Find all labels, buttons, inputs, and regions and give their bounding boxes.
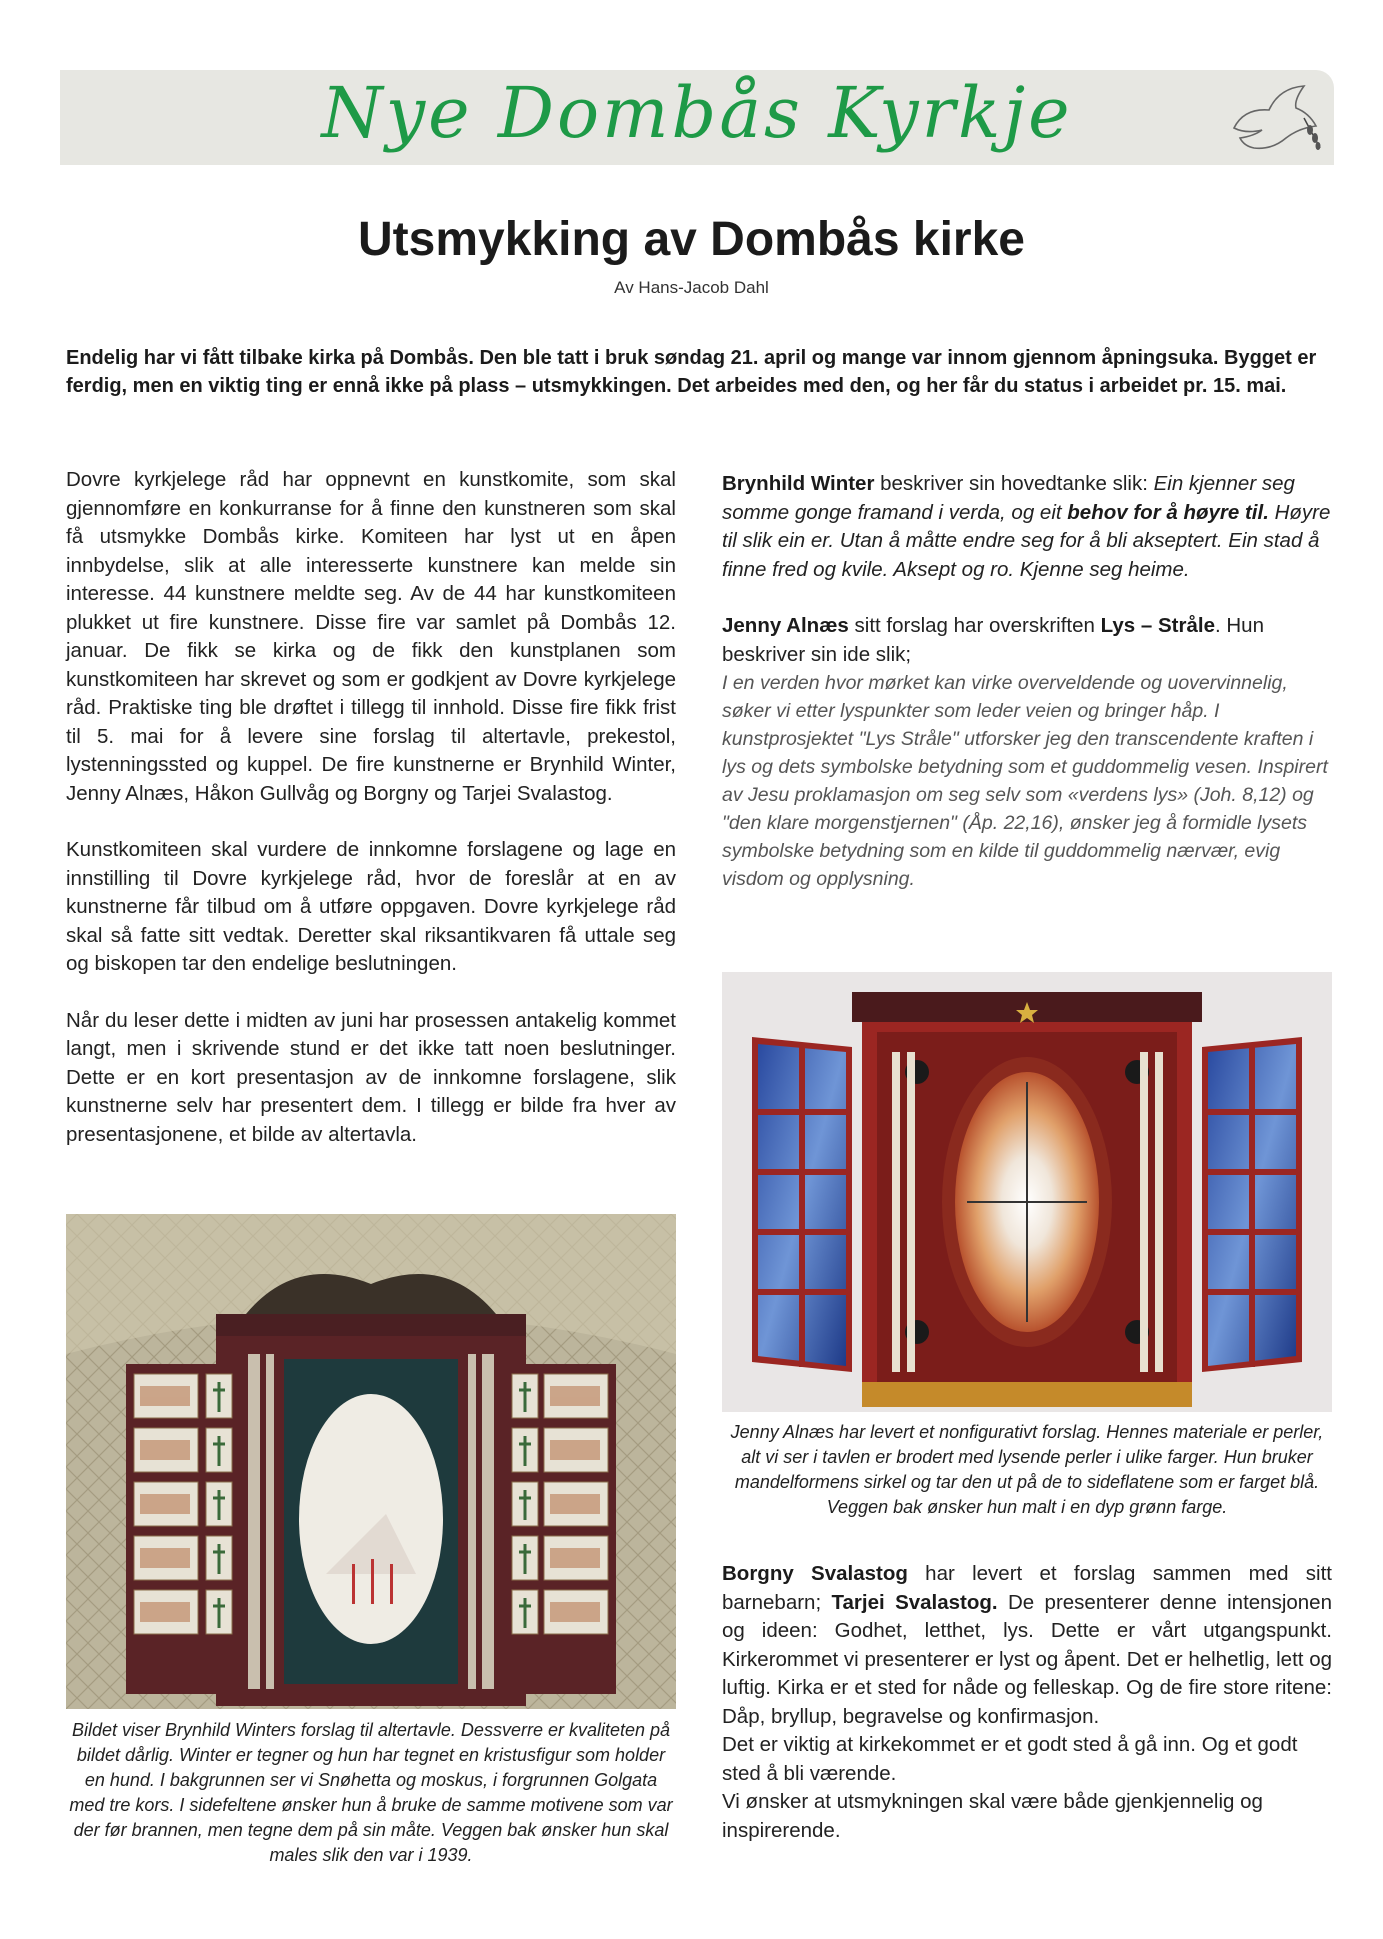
artist-name: Borgny Svalastog: [722, 1562, 908, 1585]
masthead-title: Nye Dombås Kyrkje: [321, 72, 1073, 154]
text: De presenterer denne intensjonen og ideen: Godhet, letthet, lys. Dette er vårt utgangspunkt. Kirkerommet vi presenterer er lyst og åpent. Det er helhetlig, lett og luftig. Kirka er et sted for nåde og felleskap. Og de fire store ritene: Dåp, bryllup, begravelse og konfirmasjon.: [722, 1590, 1332, 1728]
article-headline: Utsmykking av Dombås kirke: [358, 213, 1025, 266]
alnaes-altarpiece-photo: [722, 972, 1332, 1412]
paragraph: Vi ønsker at utsmykningen skal være både gjenkjennelig og inspirerende.: [722, 1790, 1263, 1842]
right-column: [722, 470, 1332, 893]
winter-altarpiece-photo: [66, 1214, 676, 1709]
artist-name: Brynhild Winter: [722, 472, 875, 495]
paragraph: Dovre kyrkjelege råd har oppnevnt en kunstkomite, som skal gjennomføre en konkurranse for å finne den kunstneren som skal få utsmykke Dombås kirke. Komiteen har lyst ut en åpen innbydelse, slik at alle interesserte kunstnere kan melde sin interesse. 44 kunstnere meldte seg. Av de 44 har kunstkomiteen plukket ut fire kunstnere. Disse fire var samlet på Dombås 12. januar. De fikk se kirka og de fikk den kunstplanen som kunstkomiteen har skrevet og som er godkjent av Dovre kyrkjelege råd. Praktiske ting ble drøftet i tillegg til innhold. Disse fire fikk frist til 5. mai for å levere sine forslag til altertavle, prekestol, lystenningssted og kuppel. De fire kunstnerne er Brynhild Winter, Jenny Alnæs, Håkon Gullvåg og Borgny og Tarjei Svalastog.: [66, 468, 676, 805]
emphasis: behov for å høyre til.: [1067, 500, 1269, 524]
alnaes-photo-caption: Jenny Alnæs har levert et nonfigurativt forslag. Hennes materiale er perler, alt vi ser i tavlen er brodert med lysende perler i ulike farger. Hun bruker mandelformens sirkel og tar den ut på de to sideflatene som er farget blå. Veggen bak ønsker hun malt i en dyp grønn farge.: [730, 1422, 1324, 1517]
artist-name: Tarjei Svalastog.: [831, 1590, 998, 1614]
text: har levert et forslag sammen med sitt barnebarn;: [722, 1562, 1332, 1614]
artist-name: Jenny Alnæs: [722, 614, 849, 637]
alnaes-paragraph: [722, 612, 1332, 893]
article-lead: Endelig har vi fått tilbake kirka på Dombås. Den ble tatt i bruk søndag 21. april og mange var innom gjennom åpningsuka. Bygget er ferdig, men en viktig ting er ennå ikke på plass – utsmykkingen. Det arbeides med den, og her får du status i arbeidet pr. 15. mai.: [66, 347, 1317, 397]
paragraph: Kunstkomiteen skal vurdere de innkomne forslagene og lage en innstilling til Dovre kyrkjelege råd, hvor de foreslår at en av kunstnerne får tilbud om å utføre oppgaven. Dovre kyrkjelege råd skal så fatte sitt vedtak. Deretter skal riksantikvaren få uttale seg og biskopen tar den endelige beslutningen.: [66, 838, 676, 975]
dove-with-olive-branch-icon: [1224, 78, 1324, 160]
text: sitt forslag har overskriften: [848, 614, 1101, 637]
text: Høyre til slik ein er. Utan å måtte endre seg for å bli akseptert. Ein stad å finne fred og kvile. Aksept og ro. Kjenne seg heime.: [722, 500, 1331, 581]
paragraph: Det er viktig at kirkekommet er et godt sted å gå inn. Og et godt sted å bli værende.: [722, 1733, 1298, 1785]
proposal-title: Lys – Stråle: [1100, 614, 1215, 637]
article-byline: Av Hans-Jacob Dahl: [614, 278, 769, 297]
svalastog-section: [722, 1560, 1332, 1845]
winter-photo-caption: Bildet viser Brynhild Winters forslag til altertavle. Dessverre er kvaliteten på bildet dårlig. Winter er tegner og hun har tegnet en kristusfigur som holder en hund. I bakgrunnen ser vi Snøhetta og moskus, i forgrunnen Golgata med tre kors. I sidefeltene ønsker hun å bruke de samme motivene som var der før brannen, men tegne dem på sin måte. Veggen bak ønsker hun skal males slik den var i 1939.: [69, 1720, 673, 1865]
text: Ein kjenner seg somme gonge framand i verda, og eit: [722, 472, 1295, 524]
paragraph: Når du leser dette i midten av juni har prosessen antakelig kommet langt, men i skrivende stund er det ikke tatt noen beslutninger. Dette er en kort presentasjon av de innkomne forslagene, slik kunstnerne selv har presentert dem. I tillegg er bilde fra hver av presentasjonene, et bilde av altertavla.: [66, 1008, 676, 1146]
text: beskriver sin hovedtanke slik:: [874, 472, 1154, 495]
left-column: [66, 466, 676, 1177]
masthead: [60, 70, 1334, 165]
alnaes-quote: I en verden hvor mørket kan virke overveldende og uovervinnelig, søker vi etter lyspunkter som leder veien og bringer håp. I kunstprosjektet "Lys Stråle" utforsker jeg den transcendente kraften i lys og dets symbolske betydning som et guddommelig vesen. Inspirert av Jesu proklamasjon om seg selv som «verdens lys» (Joh. 8,12) og "den klare morgenstjernen" (Åp. 22,16), ønsker jeg å formidle lysets symbolske betydning som en kilde til guddommelig nærvær, evig visdom og opplysning.: [722, 672, 1328, 890]
winter-paragraph: [722, 470, 1332, 584]
text: . Hun beskriver sin ide slik;: [722, 614, 1264, 666]
paragraph: [722, 1560, 1332, 1731]
